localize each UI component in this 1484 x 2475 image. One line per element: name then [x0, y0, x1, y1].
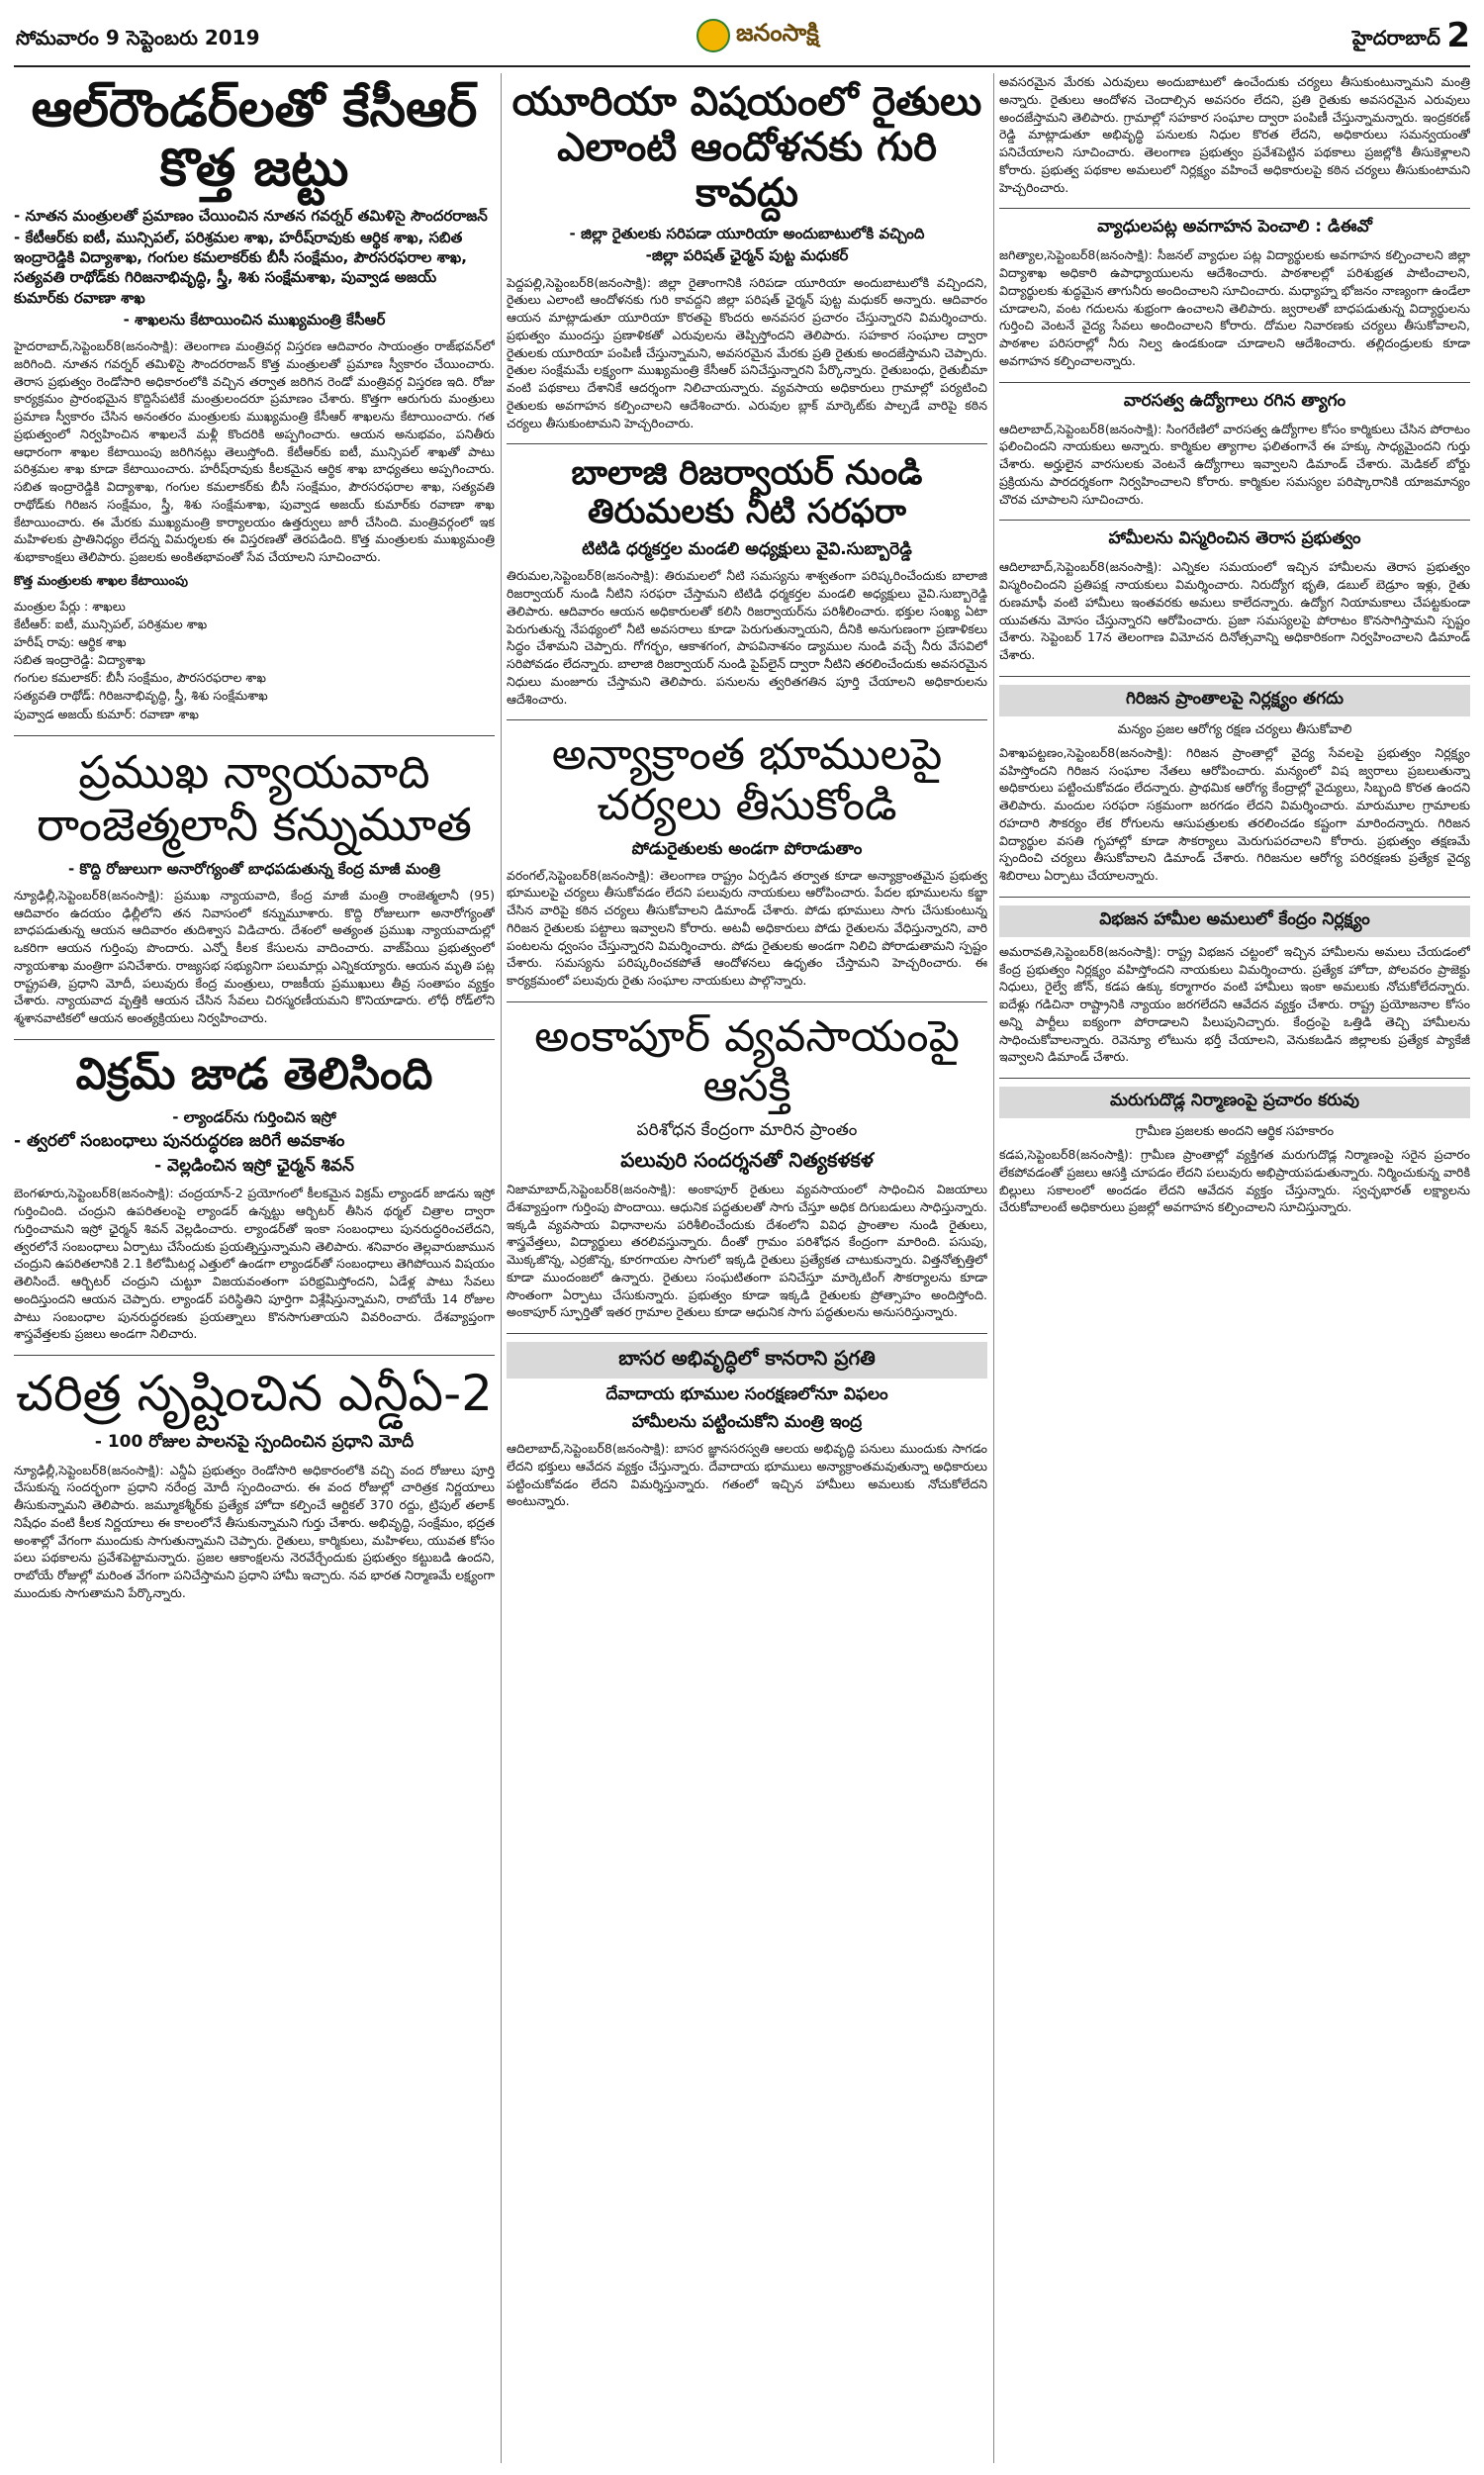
headline: బాలాజి రిజర్వాయర్ నుండి తిరుమలకు నీటి సరఫరా [571, 453, 923, 532]
subhead: గ్రామీణ ప్రజలకు అందని ఆర్థిక సహకారం [1135, 1124, 1335, 1139]
article-body: అవసరమైన మేరకు ఎరువులు అందుబాటులో ఉంచేందుకు చర్యలు తీసుకుంటున్నామని మంత్రి అన్నారు. రైతులు ఆందోళన చెందాల్సిన అవసరం లేదని, ప్రతి రైతుకు అవసరమైన ఎరువులు అందజేస్తామని తెలిపారు. గ్రామాల్లో సహకార సంఘాల ద్వారా పంపిణీ చేస్తున్నామన్నారు. ఇంద్రకరణ్ రెడ్డి మాట్లాడుతూ అభివృద్ధి పనులకు నిధుల కొరత లేదని, అధికారులు సమన్వయంతో పనిచేయాలని సూచించారు. తెలంగాణ ప్రభుత్వం ప్రవేశపెట్టిన పథకాలు ప్రజల్లోకి తీసుకెళ్లాలని కోరారు. ప్రభుత్వ పథకాల అమలులో నిర్లక్ష్యం వహించే అధికారులపై కఠిన చర్యలు తీసుకుంటామని హెచ్చరించారు. [999, 74, 1470, 195]
subhead: - 100 రోజుల పాలనపై స్పందించిన ప్రధాని మోదీ [94, 1431, 415, 1452]
article-body: న్యూఢిల్లీ,సెప్టెంబర్‌8(జనంసాక్షి): ఎన్డీఏ ప్రభుత్వం రెండోసారి అధికారంలోకి వచ్చి వంద రోజులు పూర్తి చేసుకున్న సందర్భంగా ప్రధాని నరేంద్ర మోదీ స్పందించారు. ఈ వంద రోజుల్లో చారిత్రక నిర్ణయాలు తీసుకున్నామని తెలిపారు. జమ్మూకశ్మీర్‌కు ప్రత్యేక హోదా కల్పించే ఆర్టికల్ 370 రద్దు, ట్రిపుల్ తలాక్ నిషేధం వంటి కీలక నిర్ణయాలు ఈ కాలంలోనే తీసుకున్నామని గుర్తు చేశారు. అభివృద్ధి, సంక్షేమం, భద్రత అంశాల్లో వేగంగా ముందుకు సాగుతున్నామని చెప్పారు. రైతులు, కార్మికులు, మహిళలు, యువత కోసం పలు పథకాలను ప్రవేశపెట్టామన్నారు. ప్రజల ఆకాంక్షలను నెరవేర్చేందుకు ప్రభుత్వం కట్టుబడి ఉందని, రాబోయే రోజుల్లో మరింత వేగంగా పనిచేస్తామని ప్రధాని హామీ ఇచ్చారు. నవ భారత నిర్మాణమే లక్ష్యంగా ముందుకు సాగుతామని పేర్కొన్నారు. [14, 1462, 495, 1600]
subhead: - ల్యాండర్‌ను గుర్తించిన ఇస్రో [172, 1108, 336, 1127]
subhead: - త్వరలో సంబంధాలు పునరుద్ధరణ జరిగే అవకాశం [14, 1130, 345, 1151]
subhead: - శాఖలను కేటాయించిన ముఖ్యమంత్రి కేసీఆర్ [123, 310, 386, 329]
article-vikram-lander [14, 1039, 495, 1343]
article-body: హైదరాబాద్‌,సెప్టెంబర్‌8(జనంసాక్షి): తెలంగాణ మంత్రివర్గ విస్తరణ ఆదివారం సాయంత్రం రాజ్‌భవన్‌లో జరిగింది. నూతన గవర్నర్ తమిళిసై సౌందరరాజన్ కొత్త మంత్రులతో ప్రమాణ స్వీకారం చేయించారు. తెరాస ప్రభుత్వం రెండోసారి అధికారంలోకి వచ్చిన తర్వాత జరిగిన రెండో మంత్రివర్గ విస్తరణ ఇది. రోజు కార్యక్రమం ప్రారంభమైన కొద్దిసేపటికే మంత్రులందరూ ప్రమాణం చేశారు. కొత్తగా ఆరుగురు మంత్రులు ప్రమాణ స్వీకారం చేసిన అనంతరం మంత్రులకు ముఖ్యమంత్రి కేసీఆర్ శాఖలను కేటాయించారు. గత ప్రభుత్వంలో నిర్వహించిన శాఖలనే మళ్లీ కొందరికి అప్పగించారు. ఆయన అనుభవం, పనితీరు ఆధారంగా శాఖల కేటాయింపు జరిగినట్లు తెలుస్తోంది. కేటీఆర్‌కు ఐటీ, మున్సిపల్ శాఖతో పాటు పరిశ్రమల శాఖ కూడా కేటాయించారు. హరీష్‌రావుకు కీలకమైన ఆర్థిక శాఖ బాధ్యతలు అప్పగించారు. సబిత ఇంద్రారెడ్డికి విద్యాశాఖ, గంగుల కమలాకర్‌కు బీసీ సంక్షేమం, పౌరసరఫరాల శాఖ, సత్యవతి రాథోడ్‌కు గిరిజన సంక్షేమం, స్త్రీ, శిశు సంక్షేమశాఖ, పువ్వాడ అజయ్ కుమార్‌కు రవాణా శాఖ కేటాయించారు. ఈ మేరకు ముఖ్యమంత్రి కార్యాలయం ఉత్తర్వులు జారీ చేసింది. మంత్రివర్గంలో ఇక మహిళలకు ప్రాతినిధ్యం లేదన్న విమర్శలకు ఈ విస్తరణతో తెరపడింది. కొత్త మంత్రులకు ముఖ్యమంత్రి శుభాకాంక్షలు తెలిపారు. ప్రజలకు అంకితభావంతో సేవ చేయాలని సూచించారు. [14, 338, 495, 565]
column-2 [507, 73, 987, 2463]
article-deo [999, 208, 1470, 369]
sunflower-logo-icon [696, 19, 730, 52]
subhead: - కేటీఆర్‌కు ఐటీ, మున్సిపల్, పరిశ్రమల శాఖ, హరీష్‌రావుకు ఆర్థిక శాఖ, సబిత ఇంద్రారెడ్డికి విద్యాశాఖ, గంగుల కమలాకర్‌కు బీసీ సంక్షేమం, పౌరసరఫరాల శాఖ, సత్యవతి రాథోడ్‌కు గిరిజనాభివృద్ధి, స్త్రీ, శిశు సంక్షేమశాఖ, పువ్వాడ అజయ్ కుమార్‌కు రవాణా శాఖ [14, 228, 467, 307]
article-body: జగిత్యాల,సెప్టెంబర్‌8(జనంసాక్షి): సీజనల్ వ్యాధుల పట్ల విద్యార్థులకు అవగాహన కల్పించాలని జిల్లా విద్యాశాఖ అధికారి ఉపాధ్యాయులను ఆదేశించారు. పాఠశాలల్లో పరిశుభ్రత పాటించాలని, విద్యార్థులకు శుద్ధమైన తాగునీరు అందించాలని సూచించారు. మధ్యాహ్న భోజనం నాణ్యంగా ఉండేలా చూడాలని, వంట గదులను శుభ్రంగా ఉంచాలని తెలిపారు. జ్వరాలతో బాధపడుతున్న విద్యార్థులను గుర్తించి వెంటనే వైద్య సేవలు అందించాలని కోరారు. దోమల నివారణకు చర్యలు తీసుకోవాలని, పాఠశాల పరిసరాల్లో నీరు నిల్వ ఉండకుండా చూడాలని ఆదేశించారు. తల్లిదండ్రులకు కూడా అవగాహన కల్పించాలన్నారు. [999, 247, 1470, 368]
article-body: ఆదిలాబాద్,సెప్టెంబర్‌8(జనంసాక్షి): సింగరేణిలో వారసత్వ ఉద్యోగాల కోసం కార్మికులు చేసిన పోరాటం ఫలించిందని నాయకులు అన్నారు. కార్మికుల త్యాగాల ఫలితంగానే ఈ హక్కు సాధ్యమైందని గుర్తు చేశారు. అర్హులైన వారసులకు వెంటనే ఉద్యోగాలు ఇవ్వాలని డిమాండ్ చేశారు. మెడికల్ బోర్డు ప్రక్రియను పారదర్శకంగా నిర్వహించాలని కోరారు. కార్మికుల సమస్యల పరిష్కారానికి యాజమాన్యం చొరవ చూపాలని సూచించారు. [999, 421, 1470, 507]
article-ram-jethmalani [14, 735, 495, 1027]
headline: విభజన హామీల అమలులో కేంద్రం నిర్లక్ష్యం [999, 905, 1470, 937]
headline: వ్యాధులపట్ల అవగాహన పెంచాలి : డిఈవో [1097, 217, 1372, 238]
subhead: -జిల్లా పరిషత్ ఛైర్మన్ పుట్ట మధుకర్ [645, 246, 849, 265]
article-balaji-reservoir [507, 443, 987, 708]
roster-item: పువ్వాడ అజయ్ కుమార్: రవాణా శాఖ [14, 706, 199, 721]
minister-roster [14, 598, 495, 723]
article-body: ఆదిలాబాద్,సెప్టెంబర్‌8(జనంసాక్షి): ఎన్నికల సమయంలో ఇచ్చిన హామీలను తెరాస ప్రభుత్వం విస్మరించిందని ప్రతిపక్ష నాయకులు విమర్శించారు. నిరుద్యోగ భృతి, డబుల్ బెడ్రూం ఇళ్లు, రైతు రుణమాఫీ వంటి హామీలు ఇంతవరకు అమలు కాలేదన్నారు. ఉద్యోగ నియామకాలు చేపట్టకుండా యువతను మోసం చేస్తున్నారని ఆరోపించారు. ప్రజా సమస్యలపై పోరాటం కొనసాగిస్తామని స్పష్టం చేశారు. సెప్టెంబర్ 17న తెలంగాణ విమోచన దినోత్సవాన్ని అధికారికంగా నిర్వహించాలని డిమాండ్ చేశారు. [999, 559, 1470, 662]
column-divider [501, 73, 502, 2463]
subhead-list [14, 1431, 495, 1454]
roster-item: మంత్రుల పేర్లు : శాఖలు [14, 598, 126, 614]
headline: మరుగుదొడ్ల నిర్మాణంపై ప్రచారం కరువు [999, 1087, 1470, 1118]
roster-item: కేటీఆర్: ఐటీ, మున్సిపల్, పరిశ్రమల శాఖ [14, 616, 208, 631]
subhead: టిటిడి ధర్మకర్తల మండలి అధ్యక్షులు వైవి.సుబ్బారెడ్డి [582, 539, 912, 560]
subhead-list [14, 1107, 495, 1177]
column-1 [14, 73, 495, 2463]
article-body: అమరావతి,సెప్టెంబర్‌8(జనంసాక్షి): రాష్ట్ర విభజన చట్టంలో ఇచ్చిన హామీలను అమలు చేయడంలో కేంద్ర ప్రభుత్వం నిర్లక్ష్యం వహిస్తోందని నాయకులు విమర్శించారు. ప్రత్యేక హోదా, పోలవరం ప్రాజెక్టు నిధులు, రైల్వే జోన్, కడప ఉక్కు కర్మాగారం వంటి హామీలు ఇంకా అమలుకు నోచుకోలేదన్నారు. ఐదేళ్లు గడిచినా రాష్ట్రానికి న్యాయం జరగలేదని ఆవేదన వ్యక్తం చేశారు. రాష్ట్ర ప్రయోజనాల కోసం అన్ని పార్టీలు ఐక్యంగా పోరాడాలని పిలుపునిచ్చారు. కేంద్రంపై ఒత్తిడి తెచ్చి హామీలను సాధించుకోవాలన్నారు. రెవెన్యూ లోటును భర్తీ చేయాలని, వెనుకబడిన జిల్లాలకు ప్రత్యేక ప్యాకేజీ ఇవ్వాలని డిమాండ్ చేశారు. [999, 943, 1470, 1065]
article-bifurcation [999, 897, 1470, 1066]
headline: యూరియా విషయంలో రైతులు ఎలాంటి ఆందోళనకు గురి కావద్దు [511, 78, 982, 216]
article-basara [507, 1333, 987, 1510]
newspaper-page [14, 10, 1470, 2465]
roster-item: హరీష్ రావు: ఆర్థిక శాఖ [14, 634, 127, 650]
subhead-list [14, 859, 495, 879]
subhead: మన్యం ప్రజల ఆరోగ్య రక్షణ చర్యలు తీసుకోవాలి [1117, 721, 1352, 737]
page-number: 2 [1446, 16, 1470, 55]
edition-city: హైదరాబాద్ [1351, 26, 1440, 49]
article-body: కడప,సెప్టెంబర్‌8(జనంసాక్షి): గ్రామీణ ప్రాంతాల్లో వ్యక్తిగత మరుగుదొడ్ల నిర్మాణంపై సరైన ప్రచారం లేకపోవడంతో ప్రజలు ఆసక్తి చూపడం లేదని పలువురు అభిప్రాయపడుతున్నారు. నిర్మించుకున్న వారికి బిల్లులు సకాలంలో అందడం లేదని ఆవేదన వ్యక్తం చేస్తున్నారు. స్వచ్ఛభారత్ లక్ష్యాలను చేరుకోవాలంటే అధికారులు ప్రజల్లో అవగాహన కల్పించాలని సూచిస్తున్నారు. [999, 1147, 1470, 1215]
headline: గిరిజన ప్రాంతాలపై నిర్లక్ష్యం తగదు [999, 685, 1470, 716]
article-encroached-lands [507, 719, 987, 989]
headline: హామీలను విస్మరించిన తెరాస ప్రభుత్వం [1108, 528, 1361, 549]
article-tribal-areas [999, 676, 1470, 885]
subhead: పలువురి సందర్శనతో నిత్యకళకళ [620, 1148, 874, 1173]
subhead-list [507, 224, 987, 266]
headline: విక్రమ్ జాడ తెలిసింది [75, 1048, 433, 1099]
headline: అంకాపూర్ వ్యవసాయంపై ఆసక్తి [534, 1010, 960, 1112]
subhead: హామీలను పట్టించుకోని మంత్రి ఇంద్ర [631, 1412, 863, 1433]
subhead: పోడురైతులకు అండగా పోరాడుతాం [631, 838, 863, 859]
article-cabinet [14, 79, 495, 723]
headline: వారసత్వ ఉద్యోగాలు రగిన త్యాగం [1123, 390, 1346, 411]
subhead: - నూతన మంత్రులతో ప్రమాణం చేయించిన నూతన గవర్నర్ తమిళిసై సౌందరరాజన్ [14, 206, 488, 225]
article-toilets [999, 1078, 1470, 1216]
article-body: ఆదిలాబాద్,సెప్టెంబర్‌8(జనంసాక్షి): బాసర జ్ఞానసరస్వతి ఆలయ అభివృద్ధి పనులు ముందుకు సాగడం లేదని భక్తులు ఆవేదన వ్యక్తం చేస్తున్నారు. దేవాదాయ భూములు అన్యాక్రాంతమవుతున్నా అధికారులు పట్టించుకోవడం లేదని విమర్శిస్తున్నారు. గతంలో ఇచ్చిన హామీలు అమలుకు నోచుకోలేదని అంటున్నారు. [507, 1441, 987, 1509]
article-ankapur [507, 1001, 987, 1321]
article-nda-100-days [14, 1355, 495, 1601]
article-urea [507, 79, 987, 431]
subhead-list [14, 206, 495, 331]
brand-name: జనంసాక్షి [736, 19, 819, 47]
article-body: నిజామాబాద్,సెప్టెంబర్‌8(జనంసాక్షి): అంకాపూర్ రైతులు వ్యవసాయంలో సాధించిన విజయాలు దేశవ్యాప్తంగా గుర్తింపు పొందాయి. ఆధునిక పద్ధతులతో సాగు చేస్తూ అధిక దిగుబడులు సాధిస్తున్నారు. ఇక్కడి వ్యవసాయ విధానాలను పరిశీలించేందుకు దేశంలోని వివిధ ప్రాంతాల నుండి రైతులు, శాస్త్రవేత్తలు, విద్యార్థులు తరలివస్తున్నారు. దీంతో గ్రామం పరిశోధన కేంద్రంగా మారింది. పసుపు, మొక్కజొన్న, ఎర్రజొన్న, కూరగాయల సాగులో ఇక్కడి రైతులు ప్రత్యేకత చాటుకున్నారు. విత్తనోత్పత్తిలో కూడా ముందంజలో ఉన్నారు. రైతులు సంఘటితంగా పనిచేస్తూ మార్కెటింగ్ సౌకర్యాలను కూడా సొంతంగా ఏర్పాటు చేసుకున్నారు. ప్రభుత్వం కూడా ఇక్కడి రైతులకు ప్రోత్సాహం అందిస్తోంది. అంకాపూర్ స్ఫూర్తితో ఇతర గ్రామాల రైతులు కూడా ఆధునిక సాగు పద్ధతులను అనుసరిస్తున్నారు. [507, 1182, 987, 1320]
column-3 [999, 73, 1470, 2463]
headline: చరిత్ర సృష్టించిన ఎన్డీఏ-2 [16, 1365, 493, 1423]
masthead [14, 10, 1470, 67]
article-heritage-jobs [999, 382, 1470, 509]
subhead: - కొద్ది రోజులుగా అనారోగ్యంతో బాధపడుతున్న కేంద్ర మాజీ మంత్రి [67, 859, 441, 878]
article-continued [999, 73, 1470, 196]
subhead: - జిల్లా రైతులకు సరిపడా యూరియా అందుబాటులోకి వచ్చింది [569, 225, 925, 242]
headline: బాసర అభివృద్ధిలో కానరాని ప్రగతి [507, 1342, 987, 1379]
article-body: వరంగల్,సెప్టెంబర్‌8(జనంసాక్షి): తెలంగాణ రాష్ట్రం ఏర్పడిన తర్వాత కూడా అన్యాక్రాంతమైన ప్రభుత్వ భూములపై చర్యలు తీసుకోవడం లేదని పలువురు నాయకులు ఆరోపించారు. పేదల భూములను కబ్జా చేసిన వారిపై కఠిన చర్యలు తీసుకోవాలని డిమాండ్ చేశారు. పోడు భూములు సాగు చేసుకుంటున్న గిరిజన రైతులకు పట్టాలు ఇవ్వాలని కోరారు. అటవీ అధికారులు పోడు రైతులను వేధిస్తున్నారని, వారి పంటలను ధ్వంసం చేస్తున్నారని విమర్శించారు. పోడు రైతులకు అండగా నిలిచి పోరాడుతామని స్పష్టం చేశారు. సమస్యను పరిష్కరించకపోతే ఆందోళనలు ఉధృతం చేస్తామని హెచ్చరించారు. ఈ కార్యక్రమంలో పలువురు రైతు సంఘాల నాయకులు పాల్గొన్నారు. [507, 867, 987, 989]
article-trs-promises [999, 520, 1470, 664]
headline: ఆల్‌రౌండర్‌లతో కేసీఆర్ కొత్త జట్టు [31, 78, 478, 198]
roster-item: సత్యవతి రాథోడ్: గిరిజనాభివృద్ధి, స్త్రీ, శిశు సంక్షేమశాఖ [14, 688, 268, 704]
subhead: - వెల్లడించిన ఇస్రో ఛైర్మన్ శివన్ [154, 1155, 354, 1176]
article-body: విశాఖపట్టణం,సెప్టెంబర్‌8(జనంసాక్షి): గిరిజన ప్రాంతాల్లో వైద్య సేవలపై ప్రభుత్వం నిర్లక్ష్యం వహిస్తోందని గిరిజన సంఘాల నేతలు ఆరోపించారు. మన్యంలో విష జ్వరాలు ప్రబలుతున్నా అధికారులు పట్టించుకోవడం లేదన్నారు. ప్రాథమిక ఆరోగ్య కేంద్రాల్లో వైద్యులు, సిబ్బంది కొరత ఉందని తెలిపారు. మందుల సరఫరా సక్రమంగా జరగడం లేదని విమర్శించారు. మారుమూల గ్రామాలకు రహదారి సౌకర్యం లేక రోగులను ఆసుపత్రులకు తరలించడం కష్టంగా మారిందన్నారు. గిరిజన విద్యార్థుల వసతి గృహాల్లో కూడా సౌకర్యాలు మెరుగుపరచాలని కోరారు. ప్రభుత్వం తక్షణమే స్పందించి చర్యలు తీసుకోవాలని డిమాండ్ చేశారు. గిరిజనుల ఆరోగ్య పరిరక్షణకు ప్రత్యేక వైద్య శిబిరాలు ఏర్పాటు చేయాలన్నారు. [999, 744, 1470, 883]
headline: అన్యాక్రాంత భూములపై చర్యలు తీసుకోండి [551, 729, 943, 831]
headline: ప్రముఖ న్యాయవాది రాంజెత్మలానీ కన్నుమూత [37, 744, 472, 851]
roster-item: గంగుల కమలాకర్: బీసీ సంక్షేమం, పౌరసరఫరాల శాఖ [14, 670, 266, 686]
column-divider [993, 73, 994, 2463]
brand [696, 18, 819, 53]
roster-item: సబిత ఇంద్రారెడ్డి: విద్యాశాఖ [14, 652, 145, 668]
subhead: దేవాదాయ భూముల సంరక్షణలోనూ విఫలం [605, 1384, 888, 1405]
roster-title: కొత్త మంత్రులకు శాఖల కేటాయింపు [14, 573, 188, 589]
article-body: పెద్దపల్లి,సెప్టెంబర్‌8(జనంసాక్షి): జిల్లా రైతాంగానికి సరిపడా యూరియా అందుబాటులోకి వచ్చిందని, రైతులు ఎలాంటి ఆందోళనకు గురి కావద్దని జిల్లా పరిషత్ ఛైర్మన్ పుట్ట మధుకర్ అన్నారు. ఆదివారం ఆయన మాట్లాడుతూ యూరియా కొరతపై కొందరు అనవసర ప్రచారం చేస్తున్నారని విమర్శించారు. ప్రభుత్వం ముందస్తు ప్రణాళికతో ఎరువులను తెప్పిస్తోందని తెలిపారు. సహకార సంఘాల ద్వారా రైతులకు యూరియా పంపిణీ చేస్తున్నామని, అవసరమైన మేరకు ప్రతి రైతుకు అందజేస్తామని చెప్పారు. రైతుల సంక్షేమమే లక్ష్యంగా ముఖ్యమంత్రి కేసీఆర్ పనిచేస్తున్నారని పేర్కొన్నారు. రైతుబంధు, రైతుబీమా వంటి పథకాలు దేశానికే ఆదర్శంగా నిలిచాయన్నారు. వ్యవసాయ అధికారులు గ్రామాల్లో పర్యటించి రైతులకు అవగాహన కల్పించాలని ఆదేశించారు. ఎరువుల బ్లాక్ మార్కెట్‌కు పాల్పడే వారిపై కఠిన చర్యలు తీసుకుంటామని హెచ్చరించారు. [507, 274, 987, 430]
subhead: పరిశోధన కేంద్రంగా మారిన ప్రాంతం [636, 1120, 858, 1141]
issue-date: సోమవారం 9 సెప్టెంబరు 2019 [16, 26, 260, 49]
article-body: న్యూఢిల్లీ,సెప్టెంబర్‌8(జనంసాక్షి): ప్రముఖ న్యాయవాది, కేంద్ర మాజీ మంత్రి రాంజెత్మలానీ (95) ఆదివారం ఉదయం ఢిల్లీలోని తన నివాసంలో కన్నుమూశారు. కొద్ది రోజులుగా అనారోగ్యంతో బాధపడుతున్న ఆయన ఆదివారం తుదిశ్వాస విడిచారు. దేశంలో అత్యంత ప్రముఖ న్యాయవాదుల్లో ఒకరిగా ఆయన గుర్తింపు పొందారు. ఎన్నో కీలక కేసులను వాదించారు. వాజ్‌పేయి ప్రభుత్వంలో న్యాయశాఖ మంత్రిగా పనిచేశారు. రాజ్యసభ సభ్యునిగా పలుమార్లు ఎన్నికయ్యారు. ఆయన మృతి పట్ల రాష్ట్రపతి, ప్రధాని మోదీ, పలువురు కేంద్ర మంత్రులు, రాజకీయ ప్రముఖులు తీవ్ర సంతాపం వ్యక్తం చేశారు. న్యాయవాద వృత్తికి ఆయన చేసిన సేవలు చిరస్మరణీయమని కొనియాడారు. లోధీ రోడ్‌లోని శ్మశానవాటికలో ఆయన అంత్యక్రియలు నిర్వహించారు. [14, 887, 495, 1025]
article-body: బెంగళూరు,సెప్టెంబర్‌8(జనంసాక్షి): చంద్రయాన్‌-2 ప్రయోగంలో కీలకమైన విక్రమ్ ల్యాండర్ జాడను ఇస్రో గుర్తించింది. చంద్రుని ఉపరితలంపై ల్యాండర్ ఉన్నట్టు ఆర్బిటర్ తీసిన థర్మల్ చిత్రాల ద్వారా గుర్తించామని ఇస్రో ఛైర్మన్ శివన్ వెల్లడించారు. ల్యాండర్‌తో ఇంకా సంబంధాలు పునరుద్ధరించలేదని, త్వరలోనే సంబంధాలు ఏర్పాటు చేసేందుకు ప్రయత్నిస్తున్నామని తెలిపారు. శనివారం తెల్లవారుజామున చంద్రుని ఉపరితలానికి 2.1 కిలోమీటర్ల ఎత్తులో ఉండగా ల్యాండర్‌తో సంబంధాలు తెగిపోయిన విషయం తెలిసిందే. ఆర్బిటర్ చంద్రుని చుట్టూ విజయవంతంగా పరిభ్రమిస్తోందని, ఏడేళ్ల పాటు సేవలు అందిస్తుందని ఆయన చెప్పారు. ల్యాండర్ పరిస్థితిని పూర్తిగా విశ్లేషిస్తున్నామని, రాబోయే 14 రోజుల పాటు సంబంధాల పునరుద్ధరణకు ప్రయత్నాలు కొనసాగుతాయని వివరించారు. దేశవ్యాప్తంగా శాస్త్రవేత్తలకు ప్రజలు అండగా నిలిచారు. [14, 1186, 495, 1342]
article-body: తిరుమల,సెప్టెంబర్‌8(జనంసాక్షి): తిరుమలలో నీటి సమస్యను శాశ్వతంగా పరిష్కరించేందుకు బాలాజి రిజర్వాయర్ నుండి నీటిని సరఫరా చేస్తామని టిటిడి ధర్మకర్తల మండలి అధ్యక్షులు వైవి.సుబ్బారెడ్డి తెలిపారు. ఆదివారం ఆయన అధికారులతో కలిసి రిజర్వాయర్‌ను పరిశీలించారు. భక్తుల సంఖ్య ఏటా పెరుగుతున్న నేపథ్యంలో నీటి అవసరాలు కూడా పెరుగుతున్నాయని, దీనికి అనుగుణంగా ప్రణాళికలు సిద్ధం చేశామని చెప్పారు. గోగర్భం, ఆకాశగంగ, పాపవినాశనం డ్యాముల నుండి వచ్చే నీరు వేసవిలో సరిపోవడం లేదన్నారు. బాలాజి రిజర్వాయర్ నుండి పైప్‌లైన్ ద్వారా నీటిని తరలించేందుకు అవసరమైన నిధులు మంజూరు చేస్తామని తెలిపారు. పనులను త్వరితగతిన పూర్తి చేయాలని అధికారులను ఆదేశించారు. [507, 568, 987, 707]
